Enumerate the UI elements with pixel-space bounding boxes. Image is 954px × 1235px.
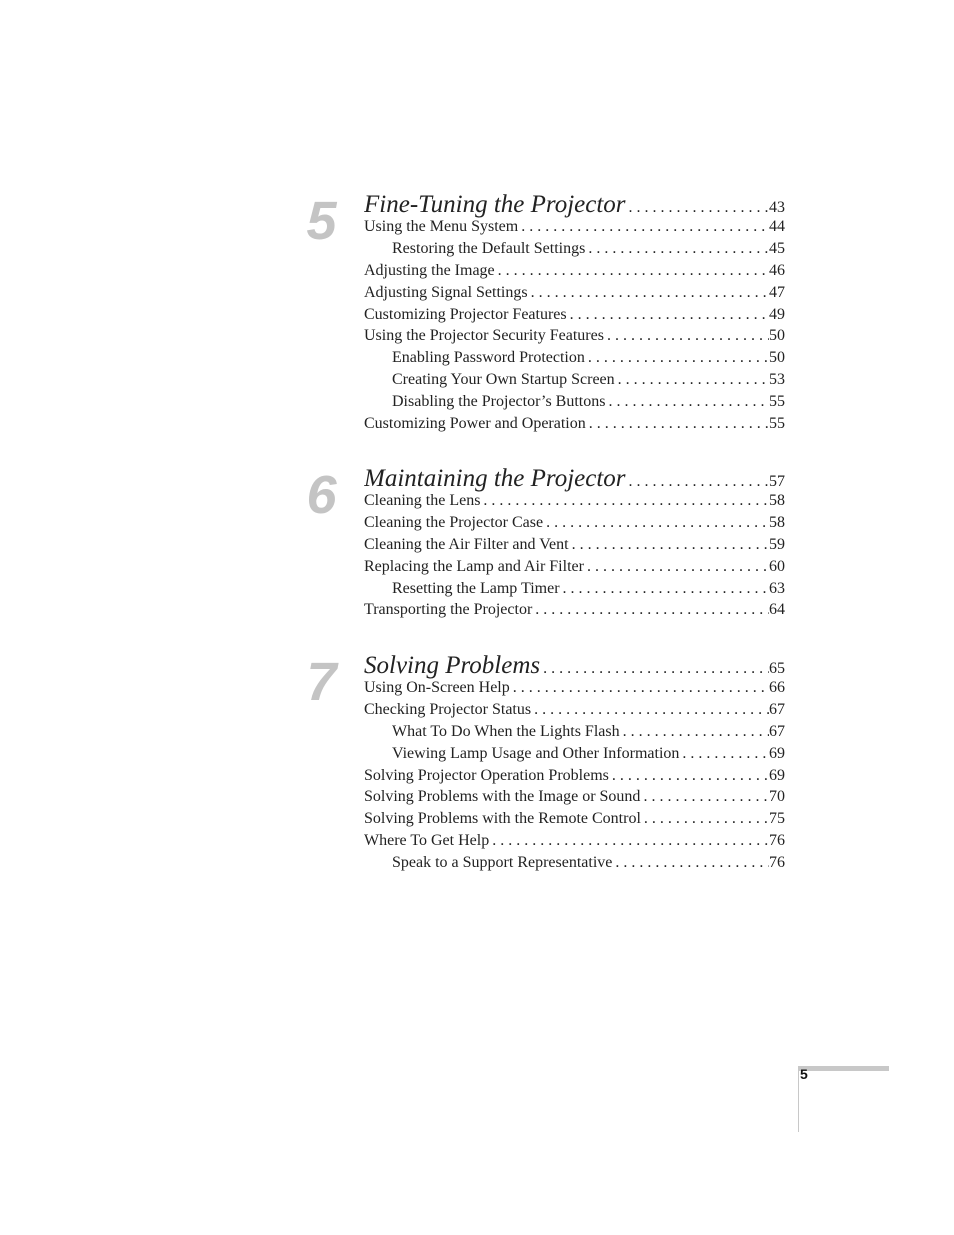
leader-dots <box>584 556 769 578</box>
entry-page: 76 <box>769 832 785 850</box>
entry-label: Cleaning the Lens <box>364 492 481 509</box>
entry-page: 70 <box>769 788 785 806</box>
entry-page: 76 <box>769 854 785 872</box>
entry-page: 44 <box>769 218 785 235</box>
toc-subentry[interactable] <box>364 852 785 874</box>
toc-entry[interactable] <box>364 599 785 621</box>
toc-entry[interactable] <box>364 677 785 699</box>
toc-entry[interactable] <box>364 325 785 347</box>
leader-dots <box>620 721 769 743</box>
toc-entry[interactable] <box>364 282 785 304</box>
leader-dots <box>495 260 769 282</box>
page-number: 65 <box>769 660 785 677</box>
leader-dots <box>560 578 769 600</box>
toc-subentry[interactable] <box>364 347 785 369</box>
toc-entry[interactable] <box>364 808 785 830</box>
entry-label: Customizing Power and Operation <box>364 415 586 433</box>
toc-entry[interactable] <box>364 556 785 578</box>
entry-label: Solving Projector Operation Problems <box>364 766 609 784</box>
entry-label: Viewing Lamp Usage and Other Information <box>392 744 680 762</box>
entry-label: Using On-Screen Help <box>364 679 510 696</box>
toc-entry[interactable] <box>364 699 785 721</box>
entry-label: What To Do When the Lights Flash <box>392 722 620 740</box>
entry-label: Cleaning the Projector Case <box>364 513 544 531</box>
leader-dots <box>518 216 769 238</box>
entry-page: 67 <box>769 700 785 718</box>
entry-page: 75 <box>769 810 785 828</box>
entry-page: 64 <box>769 601 785 619</box>
entry-page: 69 <box>769 744 785 762</box>
toc-subentry[interactable] <box>364 743 785 765</box>
leader-dots <box>489 830 769 852</box>
entry-label: Creating Your Own Startup Screen <box>392 371 615 389</box>
leader-dots <box>605 391 769 413</box>
leader-dots <box>543 512 769 534</box>
toc-entry[interactable] <box>364 490 785 512</box>
leader-dots <box>567 304 769 326</box>
leader-dots <box>532 599 769 621</box>
leader-dots <box>480 490 769 512</box>
leader-dots <box>679 743 769 765</box>
entry-page: 58 <box>769 513 785 531</box>
leader-dots <box>585 347 769 369</box>
entry-label: Using the Menu System <box>364 218 519 235</box>
toc-subentry[interactable] <box>364 238 785 260</box>
leader-dots <box>528 282 769 304</box>
footer-vertical-rule <box>798 1066 799 1132</box>
entry-page: 47 <box>769 283 785 301</box>
leader-dots <box>615 369 769 391</box>
toc-entry[interactable] <box>364 413 785 435</box>
page-number: 57 <box>769 473 785 490</box>
toc-entry[interactable] <box>364 512 785 534</box>
chapter-title: Solving Problems <box>364 652 541 679</box>
toc-entry[interactable] <box>364 765 785 787</box>
entry-page: 50 <box>769 349 785 367</box>
page-number: 43 <box>769 199 785 216</box>
entry-page: 58 <box>769 492 785 509</box>
toc-list <box>364 190 785 435</box>
leader-dots <box>609 765 769 787</box>
entry-label: Customizing Projector Features <box>364 305 567 323</box>
entry-page: 60 <box>769 557 785 575</box>
chapter-number: 7 <box>306 652 336 712</box>
toc-entry[interactable] <box>364 830 785 852</box>
entry-page: 50 <box>769 327 785 345</box>
chapter-number: 5 <box>306 191 336 251</box>
chapter-title: Fine-Tuning the Projector <box>364 191 626 218</box>
entry-label: Enabling Password Protection <box>392 349 585 367</box>
footer-rule <box>798 1066 889 1071</box>
page-number-footer: 5 <box>800 1066 808 1082</box>
entry-page: 67 <box>769 722 785 740</box>
leader-dots <box>640 786 769 808</box>
toc-entry[interactable] <box>364 786 785 808</box>
entry-page: 45 <box>769 239 785 257</box>
entry-label: Resetting the Lamp Timer <box>392 579 560 597</box>
entry-page: 59 <box>769 535 785 553</box>
toc-entry[interactable] <box>364 304 785 326</box>
entry-page: 55 <box>769 415 785 433</box>
toc-entry[interactable] <box>364 534 785 556</box>
entry-label: Adjusting the Image <box>364 261 495 279</box>
entry-label: Adjusting Signal Settings <box>364 283 528 301</box>
entry-label: Checking Projector Status <box>364 700 532 718</box>
entry-page: 55 <box>769 393 785 411</box>
entry-page: 69 <box>769 766 785 784</box>
toc-subentry[interactable] <box>364 721 785 743</box>
leader-dots <box>531 699 769 721</box>
leader-dots <box>586 413 769 435</box>
entry-label: Where To Get Help <box>364 832 490 850</box>
page-footer <box>798 1066 889 1132</box>
toc-list <box>364 651 785 874</box>
toc-subentry[interactable] <box>364 391 785 413</box>
leader-dots <box>569 534 769 556</box>
entry-label: Restoring the Default Settings <box>392 239 586 257</box>
entry-label: Disabling the Projector’s Buttons <box>392 393 606 411</box>
toc-entry[interactable] <box>364 216 785 238</box>
entry-page: 63 <box>769 579 785 597</box>
chapter-number: 6 <box>306 465 336 525</box>
entry-label: Using the Projector Security Features <box>364 327 604 345</box>
entry-page: 49 <box>769 305 785 323</box>
toc-entry[interactable] <box>364 260 785 282</box>
leader-dots <box>641 808 769 830</box>
entry-page: 46 <box>769 261 785 279</box>
leader-dots <box>585 238 769 260</box>
entry-label: Solving Problems with the Remote Control <box>364 810 641 828</box>
toc-subentry[interactable] <box>364 578 785 600</box>
leader-dots <box>604 325 769 347</box>
leader-dots <box>510 677 769 699</box>
entry-label: Speak to a Support Representative <box>392 854 613 872</box>
entry-label: Cleaning the Air Filter and Vent <box>364 535 569 553</box>
toc-subentry[interactable] <box>364 369 785 391</box>
entry-label: Transporting the Projector <box>364 601 533 619</box>
toc-list <box>364 464 785 621</box>
entry-label: Replacing the Lamp and Air Filter <box>364 557 584 575</box>
chapter-title: Maintaining the Projector <box>364 465 626 492</box>
entry-page: 66 <box>769 679 785 696</box>
leader-dots <box>612 852 769 874</box>
entry-page: 53 <box>769 371 785 389</box>
entry-label: Solving Problems with the Image or Sound <box>364 788 641 806</box>
